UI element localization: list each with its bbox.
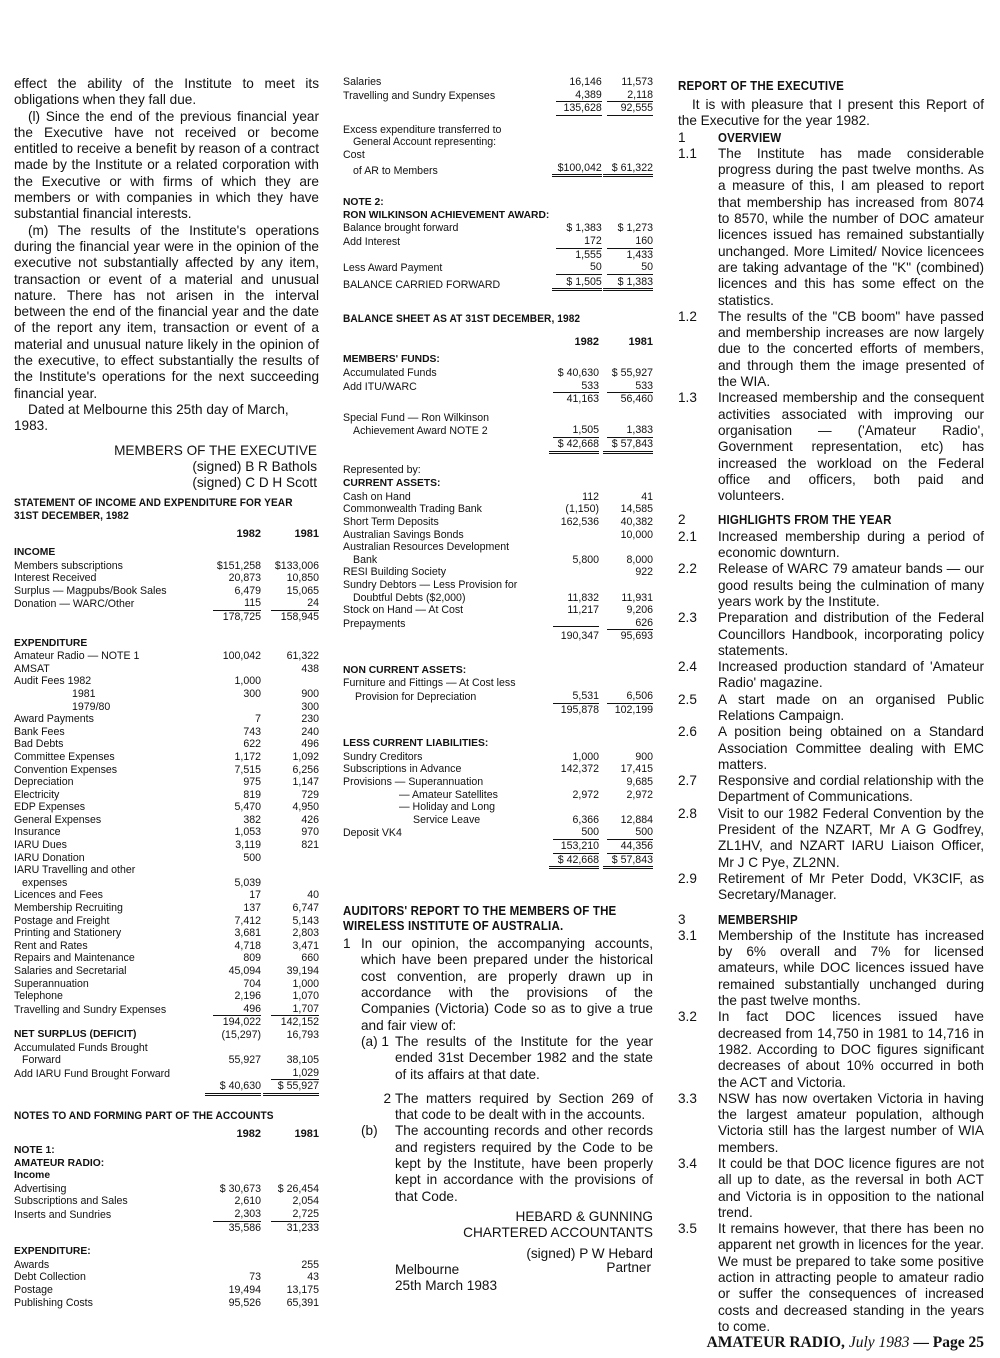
statement-title bbox=[14, 497, 319, 522]
total-row: 35,586 31,233 bbox=[228, 1221, 319, 1234]
report-item: 2.9 Retirement of Mr Peter Dodd, VK3CIF, as Secretary/Manager. bbox=[678, 870, 984, 903]
table-row: Sundry Debtors — Less Provision for bbox=[343, 578, 518, 591]
table-row: Repairs and Maintenance 809 660 bbox=[14, 952, 319, 965]
table-row: IARU Travelling and other bbox=[14, 864, 136, 877]
section-heading: 31ST DECEMBER, 1982 bbox=[14, 509, 129, 522]
table-row: Stock on Hand — At Cost 11,217 9,206 bbox=[343, 604, 653, 617]
report-item: (b) The accounting records and other records and registers required by the Code to be kept by the Institute, have been properly kept in accordance with the provisions of that Code. bbox=[361, 1123, 653, 1204]
auditors-report-title bbox=[343, 903, 653, 933]
table-row: — Amateur Satellites 2,972 2,972 bbox=[399, 788, 653, 801]
table-row: Amateur Radio — NOTE 1 100,042 61,322 bbox=[14, 650, 319, 663]
note-heading: NOTE 2: bbox=[343, 197, 384, 209]
table-row: Subscriptions and Sales 2,610 2,054 bbox=[14, 1195, 319, 1208]
report-item: 2.4 Increased production standard of 'Amateur Radio' magazine. bbox=[678, 659, 984, 691]
notes-title: NOTES TO AND FORMING PART OF THE ACCOUNTS bbox=[14, 1109, 274, 1122]
report-item: 3.4 It could be that DOC licence figures are not all up to date, as the reversal in both ACT and Victoria is in opposition to the national trend. bbox=[678, 1156, 984, 1220]
expenditure-heading: EXPENDITURE bbox=[14, 637, 88, 649]
year-header: 1981 bbox=[294, 528, 319, 541]
paragraph: (l) Since the end of the previous financial year the Executive have not received or become entitled to receive a benefit by reason of a contract made by the Institute or a related corporation with the Executive or with firms of which they are members or with companies in which they have substantial financial interests. bbox=[14, 108, 319, 222]
note-subheading: AMATEUR RADIO: bbox=[14, 1157, 105, 1169]
report-item: 2.7 Responsive and cordial relationship with the Department of Communications. bbox=[678, 773, 984, 805]
table-row: Publishing Costs 95,526 65,391 bbox=[14, 1296, 319, 1309]
section-heading: 2 HIGHLIGHTS FROM THE YEAR bbox=[678, 512, 892, 528]
table-row: Travelling and Sundry Expenses 496 1,707 bbox=[14, 1002, 319, 1016]
table-row: Achievement Award NOTE 2 1,505 1,383 bbox=[353, 424, 653, 438]
section-heading: AUDITORS' REPORT TO THE MEMBERS OF THE bbox=[343, 903, 617, 919]
table-row: Printing and Stationery 3,681 2,803 bbox=[14, 927, 319, 940]
signature-line: (signed) C D H Scott bbox=[192, 475, 317, 491]
report-item: 3.2 In fact DOC licences issued have decreased from 14,750 in 1981 to 14,716 in 1982. According to DOC figures significant decreases of about 10% occurred in both the ACT and Victoria. bbox=[678, 1009, 984, 1090]
table-row: Telephone 2,196 1,070 bbox=[14, 990, 319, 1003]
table-row: Salaries 16,146 11,573 bbox=[343, 76, 653, 88]
executive-signatures bbox=[14, 443, 319, 492]
table-row: Licences and Fees 17 40 bbox=[14, 889, 319, 902]
members-funds-heading: MEMBERS' FUNDS: bbox=[343, 354, 440, 366]
table-row: Deposit VK4 500 500 bbox=[343, 826, 653, 840]
table-row: Commonwealth Trading Bank (1,150) 14,585 bbox=[343, 503, 653, 516]
paragraph: (m) The results of the Institute's operations during the financial year were in the opinion of the executive not substantially affected by any item, transaction or event of a material and unusual nature. There has not arisen in the interval between the end of the financial year and the date of the report any item, transaction or event of a material and unusual nature likely in the opinion of the executive, to effect substantially the results of the Institute's operations for the next succeeding financial year. bbox=[14, 222, 319, 401]
final-total-row: $ 42,668 $ 57,843 bbox=[343, 854, 653, 870]
expenditure-subheading: EXPENDITURE: bbox=[14, 1246, 91, 1258]
page-number: — Page 25 bbox=[913, 1334, 984, 1351]
table-row: Add Interest 172 160 bbox=[343, 234, 653, 248]
special-fund-label: Special Fund — Ron Wilkinson bbox=[343, 411, 490, 424]
report-item: 1.3 Increased membership and the consequent activities associated with improving our organisation — ('Amateur Radio', Government representation, etc) has increased the workload on the Federal office and officers, both paid and volunteers. bbox=[678, 390, 984, 504]
table-row: Award Payments 7 230 bbox=[14, 713, 319, 726]
issue-date: July 1983 bbox=[848, 1334, 910, 1351]
table-row: Sundry Creditors 1,000 900 bbox=[343, 750, 653, 763]
final-total-row: $ 40,630 $ 55,927 bbox=[14, 1080, 319, 1096]
table-row: Bank Fees 743 240 bbox=[14, 725, 319, 738]
table-row: Rent and Rates 4,718 3,471 bbox=[14, 939, 319, 952]
table-row: Inserts and Sundries 2,303 2,725 bbox=[14, 1208, 319, 1222]
table-row: 1979/80 300 bbox=[72, 700, 319, 713]
balance-row: BALANCE CARRIED FORWARD $ 1,505 $ 1,383 bbox=[343, 275, 653, 291]
total-row: $ 42,668 $ 57,843 bbox=[343, 438, 653, 454]
total-row: 190,347 95,693 bbox=[560, 630, 653, 643]
table-row: Donation — WARC/Other 115 24 bbox=[14, 597, 319, 611]
table-row: Depreciation 975 1,147 bbox=[14, 776, 319, 789]
total-row: 195,878 102,199 bbox=[560, 703, 653, 716]
table-row: Debt Collection 73 43 bbox=[14, 1271, 319, 1284]
signature-heading: MEMBERS OF THE EXECUTIVE bbox=[114, 442, 317, 458]
table-row: IARU Dues 3,119 821 bbox=[14, 839, 319, 852]
table-row: Salaries and Secretarial 45,094 39,194 bbox=[14, 965, 319, 978]
nca-label: Furniture and Fittings — At Cost less bbox=[343, 677, 516, 690]
section-heading: WIRELESS INSTITUTE OF AUSTRALIA. bbox=[343, 918, 564, 934]
table-row: IARU Donation 500 bbox=[14, 851, 261, 864]
table-row: Surplus — Magpubs/Book Sales 6,479 15,065 bbox=[14, 584, 319, 597]
section-heading: STATEMENT OF INCOME AND EXPENDITURE FOR YEAR bbox=[14, 497, 293, 510]
table-row: RESI Building Society 922 bbox=[343, 566, 653, 579]
table-row: Awards 255 bbox=[14, 1258, 319, 1271]
paragraph: Dated at Melbourne this 25th day of March, 1983. bbox=[14, 401, 289, 434]
report-item: 1 In our opinion, the accompanying accounts, which have been prepared under the historical cost convention, are properly drawn up in accordance with the provisions of the Companies (Victoria) Code so as to give a true and fair view of: bbox=[343, 936, 653, 1033]
excess-label: Excess expenditure transferred to bbox=[343, 123, 502, 136]
signed-by: (signed) P W Hebard bbox=[526, 1245, 653, 1261]
table-row: Convention Expenses 7,515 6,256 bbox=[14, 763, 319, 776]
table-row: expenses 5,039 bbox=[22, 876, 261, 889]
report-item: 2.3 Preparation and distribution of the Federal Councillors Handbook, incorporating policy statements. bbox=[678, 610, 984, 658]
table-row: Cash on Hand 112 41 bbox=[343, 490, 653, 503]
year-header: 1982 bbox=[236, 1128, 261, 1141]
table-row: Postage and Freight 7,412 5,143 bbox=[14, 914, 319, 927]
table-row: Bank 5,800 8,000 bbox=[353, 553, 653, 566]
table-row: Short Term Deposits 162,536 40,382 bbox=[343, 515, 653, 528]
table-row: Less Award Payment 50 50 bbox=[343, 261, 653, 275]
report-item: 2.2 Release of WARC 79 amateur bands — our good results being the culmination of many years work by the Institute. bbox=[678, 561, 984, 609]
report-item: 2 The matters required by Section 269 of that code to be dealt with in the accounts. bbox=[383, 1090, 653, 1123]
liabilities-heading: LESS CURRENT LIABILITIES: bbox=[343, 738, 489, 750]
table-row: Committee Expenses 1,172 1,092 bbox=[14, 750, 319, 763]
note-heading: NOTE 1: bbox=[14, 1145, 55, 1157]
table-row: Forward 55,927 38,105 bbox=[22, 1054, 319, 1067]
auditors-report-body bbox=[343, 936, 653, 1205]
table-row: Australian Savings Bonds 10,000 bbox=[343, 528, 653, 541]
report-item: 2.8 Visit to our 1982 Federal Convention by the President of the NZART, Mr A G Godfrey, ZL1HV, and NZART IARU Liaison Officer, Mr J C Pye, ZL2NN. bbox=[678, 805, 984, 870]
report-item: 2.5 A start made on an organised Public Relations Campaign. bbox=[678, 691, 984, 723]
table-row: Advertising $ 30,673 $ 26,454 bbox=[14, 1182, 319, 1195]
balance-sheet-table bbox=[343, 336, 653, 869]
table-row: of AR to Members $100,042 $ 61,322 bbox=[353, 161, 653, 177]
note1-continued-table bbox=[343, 76, 653, 291]
table-row: Insurance 1,053 970 bbox=[14, 826, 319, 839]
table-row: General Expenses 382 426 bbox=[14, 813, 319, 826]
non-current-assets-heading: NON CURRENT ASSETS: bbox=[343, 664, 467, 676]
report-item: 3.3 NSW has now overtaken Victoria in having the largest amateur population, although Victoria still has the largest number of WIA members. bbox=[678, 1090, 984, 1155]
table-row: Members subscriptions $151,258 $133,006 bbox=[14, 559, 319, 572]
net-surplus-row: NET SURPLUS (DEFICIT) (15,297) 16,793 bbox=[14, 1028, 319, 1041]
year-header: 1982 bbox=[574, 335, 599, 348]
table-row: Membership Recruiting 137 6,747 bbox=[14, 902, 319, 915]
report-item: 3.5 It remains however, that there has been no apparent net growth in licences for the year. We must be prepared to take some positive action in attracting people to amateur radio or suffer the consequences of increased costs and decreased standing in the years to come. bbox=[678, 1221, 984, 1334]
total-row: 178,725 158,945 bbox=[222, 610, 319, 623]
table-row: Bad Debts 622 496 bbox=[14, 738, 319, 751]
table-row: Balance brought forward $ 1,383 $ 1,273 bbox=[343, 222, 653, 235]
note1-table bbox=[14, 1128, 319, 1309]
table-row: Electricity 819 729 bbox=[14, 788, 319, 801]
table-row: Add ITU/WARC 533 533 bbox=[343, 379, 653, 393]
income-expenditure-table bbox=[14, 528, 319, 1096]
report-item: (a) 1 The results of the Institute for the year ended 31st December 1982 and the state of its affairs at that date. bbox=[361, 1033, 653, 1082]
table-row: Australian Resources Development bbox=[343, 541, 510, 554]
report-item: 1.2 The results of the "CB boom" have passed and membership increases are now largely due to the concerted efforts of members, and through them the image presented of the WIA. bbox=[678, 308, 984, 390]
report-item: 2.1 Increased membership during a period of economic downturn. bbox=[678, 528, 984, 561]
page-footer bbox=[707, 1334, 984, 1352]
year-header: 1982 bbox=[236, 528, 261, 541]
year-header: 1981 bbox=[294, 1128, 319, 1141]
note-subheading: RON WILKINSON ACHIEVEMENT AWARD: bbox=[343, 209, 550, 221]
total-row: 194,022 142,152 bbox=[222, 1016, 319, 1029]
table-row: Travelling and Sundry Expenses 4,389 2,118 bbox=[343, 88, 653, 102]
report-item: 1.1 The Institute has made considerable progress during the past twelve months. As a measure of this, I am pleased to report that membership has increased from 8074 to 8570, while the number of DOC amateur licences issued has remained substantially unchanged. More Limited/ Novice licencees are taking advantage of the "K" (combined) licences and this has some effect on the statistics. bbox=[678, 145, 984, 308]
column-1 bbox=[14, 76, 319, 1309]
report-item: 2.6 A position being obtained on a Standard Association Committee dealing with EMC matters. bbox=[678, 724, 984, 772]
table-row: Subscriptions in Advance 142,372 17,415 bbox=[343, 763, 653, 776]
magazine-name: AMATEUR RADIO, bbox=[706, 1334, 845, 1351]
partner-label: Partner bbox=[606, 1259, 651, 1275]
table-row: 1981 300 900 bbox=[72, 687, 319, 700]
table-row: Provision for Depreciation 5,531 6,506 bbox=[355, 690, 653, 704]
table-row: Accumulated Funds $ 40,630 $ 55,927 bbox=[343, 367, 653, 379]
year-header: 1981 bbox=[628, 335, 653, 348]
current-assets-heading: CURRENT ASSETS: bbox=[343, 478, 441, 490]
table-row: Postage 19,494 13,175 bbox=[14, 1283, 319, 1296]
excess-label: Cost bbox=[343, 148, 365, 161]
column-2 bbox=[343, 76, 653, 1296]
report-date: 25th March 1983 bbox=[395, 1277, 498, 1293]
table-row: Audit Fees 1982 1,000 bbox=[14, 675, 261, 688]
table-row: Service Leave 6,366 12,884 bbox=[413, 813, 653, 826]
place: Melbourne bbox=[395, 1261, 460, 1277]
signature-line: (signed) B R Bathols bbox=[192, 458, 317, 474]
table-row: Add IARU Fund Brought Forward 1,029 bbox=[14, 1066, 319, 1080]
table-row: Interest Received 20,873 10,850 bbox=[14, 572, 319, 585]
table-row: AMSAT 438 bbox=[14, 662, 319, 675]
subtotal-row: 41,163 56,460 bbox=[566, 393, 653, 406]
table-row: Prepayments 626 bbox=[343, 616, 653, 630]
report-title: REPORT OF THE EXECUTIVE bbox=[678, 78, 845, 93]
table-row: Provisions — Superannuation 9,685 bbox=[343, 776, 653, 789]
section-heading: 3 MEMBERSHIP bbox=[678, 911, 798, 927]
column-3 bbox=[678, 78, 984, 1335]
total-row: 135,628 92,555 bbox=[343, 102, 653, 116]
auditor-signature bbox=[343, 1209, 653, 1262]
represented-by-label: Represented by: bbox=[343, 463, 421, 476]
income-heading: INCOME bbox=[14, 547, 56, 559]
firm-title: CHARTERED ACCOUNTANTS bbox=[463, 1225, 653, 1241]
income-subheading: Income bbox=[14, 1170, 51, 1182]
firm-name: HEBARD & GUNNING bbox=[515, 1208, 653, 1224]
paragraph: effect the ability of the Institute to meet its obligations when they fall due. bbox=[14, 76, 319, 108]
balance-sheet-title: BALANCE SHEET AS AT 31ST DECEMBER, 1982 bbox=[343, 313, 581, 326]
table-row: EDP Expenses 5,470 4,950 bbox=[14, 801, 319, 814]
subtotal-row: 1,555 1,433 bbox=[575, 248, 653, 261]
table-row: — Holiday and Long bbox=[399, 801, 495, 814]
report-item: 3.1 Membership of the Institute has increased by 6% overall and 7% for licensed amateurs, while DOC licences issued have remained substantially unchanged during the past twelve months. bbox=[678, 927, 984, 1009]
excess-label: General Account representing: bbox=[353, 136, 497, 149]
intro-paragraph: It is with pleasure that I present this Report of the Executive for the year 1982. bbox=[678, 97, 984, 129]
place-date bbox=[343, 1259, 653, 1296]
table-row: Accumulated Funds Brought bbox=[14, 1041, 148, 1054]
total-row: 153,210 44,356 bbox=[343, 840, 653, 854]
table-row: Superannuation 704 1,000 bbox=[14, 977, 319, 990]
table-row: Doubtful Debts ($2,000) 11,832 11,931 bbox=[353, 591, 653, 604]
section-heading: 1 OVERVIEW bbox=[678, 129, 782, 145]
